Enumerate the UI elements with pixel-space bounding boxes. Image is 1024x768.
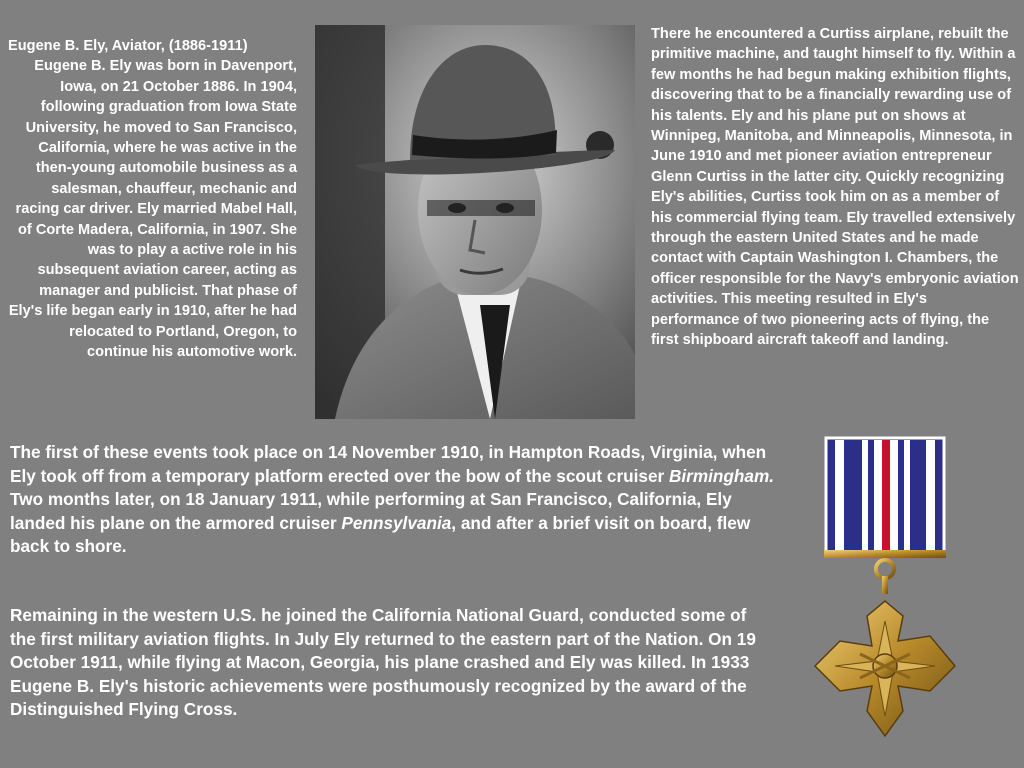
left-column xyxy=(8,36,297,363)
right-column-text: There he encountered a Curtiss airplane, rebuilt the primitive machine, and taught himself to fly. Within a few months he had begun making exhibition flights, discovering that to be a financially rewarding use of his talents. Ely and his plane put on shows at Winnipeg, Manitoba, and Minneapolis, Minnesota, in June 1910 and met pioneer aviation entrepreneur Glenn Curtiss in the latter city. Quickly recognizing Ely's abilities, Curtiss took him on as a member of his commercial flying team. Ely travelled extensively through the eastern United States and he made contact with Captain Washington I. Chambers, the officer responsible for the Navy's embryonic aviation activities. This meeting resulted in Ely's performance of two pioneering acts of flying, the first shipboard aircraft takeoff and landing. xyxy=(651,26,1019,349)
distinguished-flying-cross-medal xyxy=(810,436,960,752)
portrait-illustration xyxy=(315,25,635,419)
paragraph1-text-a: The first of these events took place on 14 November 1910, in Hampton Roads, Virginia, when Ely took off from a temporary platform erected over the bow of the scout cruiser xyxy=(10,442,767,486)
medal-icon xyxy=(810,436,960,752)
article-heading: Eugene B. Ely, Aviator, (1886-1911) xyxy=(8,38,248,54)
paragraph1-text-c: , and after a brief visit on board, flew back to shore. xyxy=(10,512,751,557)
paragraph1-text-b: Two months later, on 18 January 1911, while performing at San Francisco, California, Ely landed his plane on the armored cruiser xyxy=(10,489,732,533)
right-column xyxy=(651,24,1019,351)
ship-name-pennsylvania: Pennsylvania xyxy=(341,512,452,533)
portrait-photo xyxy=(315,25,635,419)
paragraph-later-career: Remaining in the western U.S. he joined the California National Guard, conducted some of the first military aviation flights. In July Ely returned to the eastern part of the Nation. On 19 October 1911, while flying at Macon, Georgia, his plane crashed and Ely was killed. In 1933 Eugene B. Ely's historic achievements were posthumously recognized by the award of the Distinguished Flying Cross. xyxy=(10,605,756,720)
ship-name-birmingham: Birmingham. xyxy=(668,465,775,486)
left-column-text: Eugene B. Ely was born in Davenport, Iowa, on 21 October 1886. In 1904, following graduation from Iowa State University, he moved to San Francisco, California, where he was active in the then-young automobile business as a salesman, chauffeur, mechanic and racing car driver. Ely married Mabel Hall, of Corte Madera, California, in 1907. She was to play a active role in his subsequent aviation career, acting as manager and publicist. That phase of Ely's life began early in 1910, after he had relocated to Portland, Oregon, to continue his automotive work. xyxy=(8,58,297,361)
paragraph-first-events xyxy=(10,441,775,559)
